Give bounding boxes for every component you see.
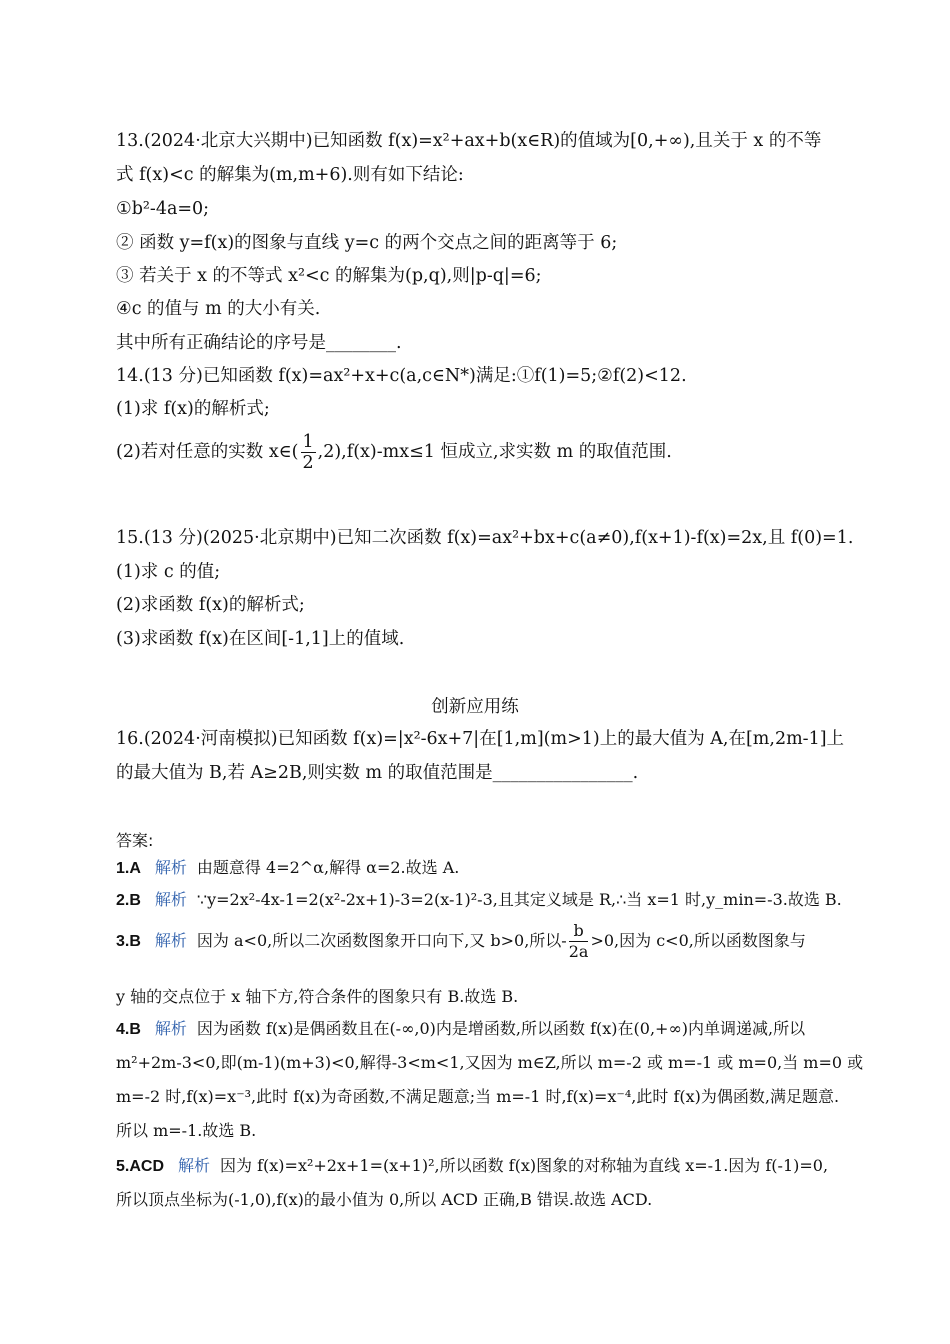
- answer-3-post: >0,因为 c<0,所以函数图象与: [590, 931, 806, 950]
- fraction-numerator: 1: [302, 432, 314, 452]
- answer-2-text: ∵y=2x²-4x-1=2(x²-2x+1)-3=2(x-1)²-3,且其定义域是 R,∴当 x=1 时,y_min=-3.故选 B.: [196, 890, 842, 909]
- answer-3-pre: 因为 a<0,所以二次函数图象开口向下,又 b>0,所以-: [196, 931, 567, 950]
- answer-3-line1: [116, 921, 806, 962]
- answer-4-head: 4.B: [116, 1021, 141, 1038]
- answer-1-text: 由题意得 4=2^α,解得 α=2.故选 A.: [196, 858, 460, 877]
- q14-part2-post: ,2),f(x)-mx≤1 恒成立,求实数 m 的取值范围.: [317, 442, 672, 462]
- fraction: [301, 432, 316, 473]
- answer-4-line3: m=-2 时,f(x)=x⁻³,此时 f(x)为奇函数,不满足题意;当 m=-1 时,f(x)=x⁻⁴,此时 f(x)为偶函数,满足题意.: [116, 1087, 840, 1106]
- q15-part1: (1)求 c 的值;: [116, 562, 221, 582]
- answer-2: [116, 889, 842, 912]
- q13-option3: ③ 若关于 x 的不等式 x²<c 的解集为(p,q),则|p-q|=6;: [116, 266, 542, 286]
- q14-part2-pre: (2)若对任意的实数 x∈(: [116, 442, 299, 462]
- q13-line1: 13.(2024·北京大兴期中)已知函数 f(x)=x²+ax+b(x∈R)的值域为[0,+∞),且关于 x 的不等: [116, 131, 822, 151]
- analysis-tag: 解析: [154, 890, 187, 909]
- q13-option4: ④c 的值与 m 的大小有关.: [116, 299, 321, 319]
- q16-line1: 16.(2024·河南模拟)已知函数 f(x)=|x²-6x+7|在[1,m](m>1)上的最大值为 A,在[m,2m-1]上: [116, 729, 845, 749]
- answer-3-line2: y 轴的交点位于 x 轴下方,符合条件的图象只有 B.故选 B.: [116, 987, 519, 1006]
- fraction-numerator: b: [569, 921, 589, 942]
- answer-1: [116, 857, 459, 880]
- analysis-tag: 解析: [154, 858, 187, 877]
- q15-part2: (2)求函数 f(x)的解析式;: [116, 595, 305, 615]
- answer-5-line2: 所以顶点坐标为(-1,0),f(x)的最小值为 0,所以 ACD 正确,B 错误.故选 ACD.: [116, 1190, 653, 1209]
- answer-4-line2: m²+2m-3<0,即(m-1)(m+3)<0,解得-3<m<1,又因为 m∈Z,所以 m=-2 或 m=-1 或 m=0,当 m=0 或: [116, 1053, 864, 1072]
- answer-5-text: 因为 f(x)=x²+2x+1=(x+1)²,所以函数 f(x)图象的对称轴为直线 x=-1.因为 f(-1)=0,: [220, 1156, 829, 1175]
- q15-line1: 15.(13 分)(2025·北京期中)已知二次函数 f(x)=ax²+bx+c(a≠0),f(x+1)-f(x)=2x,且 f(0)=1.: [116, 528, 854, 548]
- q14-part1: (1)求 f(x)的解析式;: [116, 399, 270, 419]
- answer-4-text: 因为函数 f(x)是偶函数且在(-∞,0)内是增函数,所以函数 f(x)在(0,+∞)内单调递减,所以: [196, 1019, 806, 1038]
- analysis-tag: 解析: [154, 1019, 187, 1038]
- fraction: [569, 921, 589, 962]
- fraction-denominator: 2a: [568, 942, 589, 961]
- q13-option2: ② 函数 y=f(x)的图象与直线 y=c 的两个交点之间的距离等于 6;: [116, 233, 618, 253]
- q13-ask: 其中所有正确结论的序号是________.: [116, 333, 402, 353]
- analysis-tag: 解析: [154, 931, 187, 950]
- answer-4-line4: 所以 m=-1.故选 B.: [116, 1121, 257, 1140]
- answer-1-head: 1.A: [116, 860, 141, 877]
- fraction-denominator: 2: [302, 453, 314, 473]
- q13-option1: ①b²-4a=0;: [116, 199, 210, 219]
- answer-5-head: 5.ACD: [116, 1158, 165, 1175]
- q14-line1: 14.(13 分)已知函数 f(x)=ax²+x+c(a,c∈N*)满足:①f(1)=5;②f(2)<12.: [116, 366, 687, 386]
- answer-4-line1: [116, 1018, 805, 1041]
- answers-heading: 答案:: [116, 831, 154, 850]
- analysis-tag: 解析: [178, 1156, 211, 1175]
- answer-3-head: 3.B: [116, 933, 141, 950]
- q14-part2: [116, 432, 672, 473]
- q15-part3: (3)求函数 f(x)在区间[-1,1]上的值域.: [116, 629, 405, 649]
- answer-2-head: 2.B: [116, 892, 141, 909]
- section-title: 创新应用练: [431, 697, 519, 717]
- answer-5-line1: [116, 1155, 828, 1178]
- q16-line2: 的最大值为 B,若 A≥2B,则实数 m 的取值范围是________________.: [116, 763, 639, 783]
- q13-line2: 式 f(x)<c 的解集为(m,m+6).则有如下结论:: [116, 165, 464, 185]
